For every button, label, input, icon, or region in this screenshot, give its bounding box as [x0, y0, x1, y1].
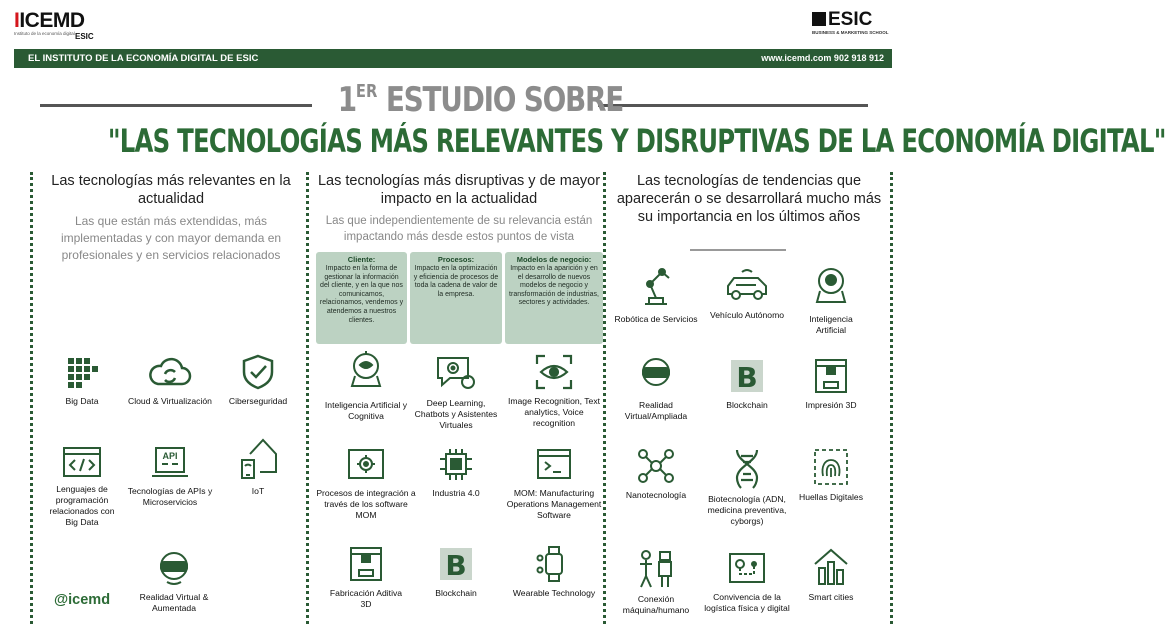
dna-icon	[729, 446, 765, 490]
item-procesos-mom	[316, 446, 416, 521]
3d-printer-icon	[811, 356, 851, 396]
item-image-recognition	[504, 352, 604, 429]
title-rule-left	[40, 104, 312, 107]
car-icon	[722, 266, 772, 306]
item-label: Realidad Virtual/Ampliada	[624, 400, 688, 421]
item-blockchain-c3	[704, 356, 790, 411]
icemd-logo: IICEMD Instituto de la economía digital ESIC	[14, 10, 104, 46]
item-biotecnologia	[704, 446, 790, 527]
item-nanotecnologia	[614, 446, 698, 501]
box-procesos-body: Impacto en la optimización y eficiencia de procesos de toda la cadena de valor de la empresa.	[413, 265, 499, 298]
item-label: Ciberseguridad	[228, 396, 288, 406]
item-label: Robótica de Servicios	[614, 314, 698, 324]
title-rule-right	[598, 104, 868, 107]
smart-city-icon	[811, 546, 851, 588]
item-label: Inteligencia Artificial	[809, 314, 853, 335]
box-cliente	[316, 252, 407, 344]
item-label: MOM: Manufacturing Operations Management Software	[506, 488, 602, 520]
item-label: Impresión 3D	[805, 400, 857, 410]
item-label: Vehículo Autónomo	[709, 310, 785, 320]
vr-headset-icon	[636, 354, 676, 396]
col2-heading: Las tecnologías más disruptivas y de mayor impacto en la actualidad	[317, 173, 601, 207]
item-label: Blockchain	[435, 588, 477, 598]
item-ciberseguridad	[220, 352, 296, 407]
item-label: Realidad Virtual & Aumentada	[139, 592, 209, 613]
svg-text:API: API	[162, 451, 178, 461]
box-procesos-title: Procesos:	[437, 255, 475, 264]
box-cliente-title: Cliente:	[347, 255, 376, 264]
icemd-tagline: Instituto de la economía digital	[14, 31, 75, 36]
item-fabricacion-3d	[324, 544, 408, 610]
terminal-icon	[534, 446, 574, 484]
item-label: Blockchain	[726, 400, 768, 410]
item-realidad-ampliada	[614, 354, 698, 422]
item-industria-40	[410, 446, 502, 499]
shield-icon	[238, 352, 278, 392]
box-cliente-body: Impacto en la forma de gestionar la información del cliente, y en la que nos comunicamos, relacionamos, vendemos y atendemos a nuestros clientes.	[319, 265, 404, 324]
item-impresion-3d	[796, 356, 866, 411]
col3-divider	[690, 249, 786, 251]
item-cloud	[124, 352, 216, 407]
header-bar-left	[28, 53, 258, 64]
item-lenguajes	[44, 444, 120, 528]
robot-arm-icon	[635, 264, 677, 310]
eye-scan-icon	[533, 352, 575, 392]
item-wearable	[504, 544, 604, 599]
svg-text:B: B	[736, 361, 758, 394]
svg-text:B: B	[445, 549, 467, 582]
icemd-logo-text: ICEMD	[19, 9, 85, 32]
item-label: Huellas Digitales	[798, 492, 863, 502]
icemd-esic-sub: ESIC	[75, 32, 94, 41]
item-robotica	[614, 264, 698, 325]
esic-logo-sub: BUSINESS & MARKETING SCHOOL	[812, 30, 889, 35]
item-deep-learning	[410, 352, 502, 431]
wearable-icon	[534, 544, 574, 584]
item-label: Conexión máquina/humano	[622, 594, 690, 615]
cloud-icon	[148, 352, 192, 392]
item-logistica	[704, 550, 790, 614]
col2-subtitle: Las que independientemente de su relevancia están impactando más desde estos puntos de vista	[325, 215, 593, 243]
separator-right	[890, 172, 893, 624]
item-label: Fabricación Aditiva 3D	[329, 588, 403, 609]
esic-logo	[812, 10, 892, 42]
code-window-icon	[61, 444, 103, 480]
item-label: Industria 4.0	[432, 488, 480, 498]
header-bar-contact: www.icemd.com 902 918 912	[761, 53, 884, 63]
esic-logo-text: ESIC	[828, 9, 873, 30]
human-robot-icon	[634, 548, 678, 590]
item-big-data	[44, 352, 120, 407]
item-label: Cloud & Virtualización	[128, 396, 212, 406]
item-ia-c3	[796, 264, 866, 336]
item-conexion	[614, 548, 698, 616]
title-sup: ER	[355, 81, 378, 102]
item-huellas	[796, 446, 866, 503]
col1-heading: Las tecnologías más relevantes en la actualidad	[51, 173, 291, 207]
item-label: Procesos de integración a través de los software MOM	[316, 488, 416, 520]
item-label: Biotecnología (ADN, medicina preventiva, cyborgs)	[707, 494, 787, 526]
vr-headset-icon	[153, 548, 195, 588]
api-icon	[148, 444, 192, 482]
logistics-map-icon	[726, 550, 768, 588]
item-label: Big Data	[65, 396, 99, 406]
item-smart-cities	[796, 546, 866, 603]
box-modelos-body: Impacto en la aparición y en el desarrollo de nuevos modelos de negocio y transformación de industrias, sectores y actividades.	[509, 265, 599, 307]
item-label: Lenguajes de programación relacionados con Big Data	[49, 484, 115, 527]
item-label: Tecnologías de APIs y Microservicios	[127, 486, 213, 507]
item-mom-software	[504, 446, 604, 521]
ai-head-icon	[811, 264, 851, 310]
item-label: Nanotecnología	[625, 490, 687, 500]
fingerprint-icon	[811, 446, 851, 488]
big-data-icon	[62, 352, 102, 392]
item-label: IoT	[251, 486, 265, 496]
col3-heading: Las tecnologías de tendencias que aparecerán o se desarrollará mucho más su importancia en los últimos años	[616, 173, 882, 225]
separator-mid1	[306, 172, 309, 624]
item-label: Inteligencia Artificial y Cognitiva	[324, 400, 408, 421]
3d-printer-icon	[346, 544, 386, 584]
twitter-handle[interactable]: @icemd	[54, 592, 111, 608]
chip-icon	[436, 446, 476, 484]
item-label: Image Recognition, Text analytics, Voice recognition	[507, 396, 601, 428]
box-procesos	[410, 252, 502, 344]
header-bar-text: EL INSTITUTO DE LA ECONOMÍA DIGITAL DE	[28, 53, 237, 64]
title-number: 1	[337, 80, 356, 120]
item-apis	[124, 444, 216, 508]
ai-head-icon	[346, 350, 386, 396]
item-label: Wearable Technology	[512, 588, 596, 598]
blockchain-icon	[436, 544, 476, 584]
box-modelos-title: Modelos de negocio:	[516, 255, 592, 264]
col1-subtitle: Las que están más extendidas, más implementadas y con mayor demanda en profesionales y en servicios relacionados	[60, 214, 282, 262]
item-realidad-virtual	[132, 548, 216, 614]
chatbot-gear-icon	[434, 352, 478, 394]
item-ia-cognitiva	[316, 350, 416, 422]
item-label: Deep Learning, Chatbots y Asistentes Virtuales	[414, 398, 498, 430]
title-line-2: "LAS TECNOLOGÍAS MÁS RELEVANTES Y DISRUPTIVAS DE LA ECONOMÍA DIGITAL"	[107, 122, 1166, 160]
iot-house-icon	[236, 434, 280, 482]
item-iot	[220, 434, 296, 497]
box-modelos	[505, 252, 603, 344]
blockchain-icon	[727, 356, 767, 396]
header-bar	[14, 49, 892, 68]
title-text: ESTUDIO SOBRE	[385, 80, 624, 120]
separator-left	[30, 172, 33, 624]
header-bar-bold: ESIC	[236, 53, 259, 64]
item-label: Convivencia de la logística física y digital	[704, 592, 790, 613]
gear-screen-icon	[345, 446, 387, 484]
item-label: Smart cities	[808, 592, 854, 602]
title-line-1	[337, 80, 624, 120]
molecule-icon	[635, 446, 677, 486]
item-vehiculo	[704, 266, 790, 321]
item-blockchain-c2	[410, 544, 502, 599]
esic-logo-mark	[812, 12, 826, 26]
